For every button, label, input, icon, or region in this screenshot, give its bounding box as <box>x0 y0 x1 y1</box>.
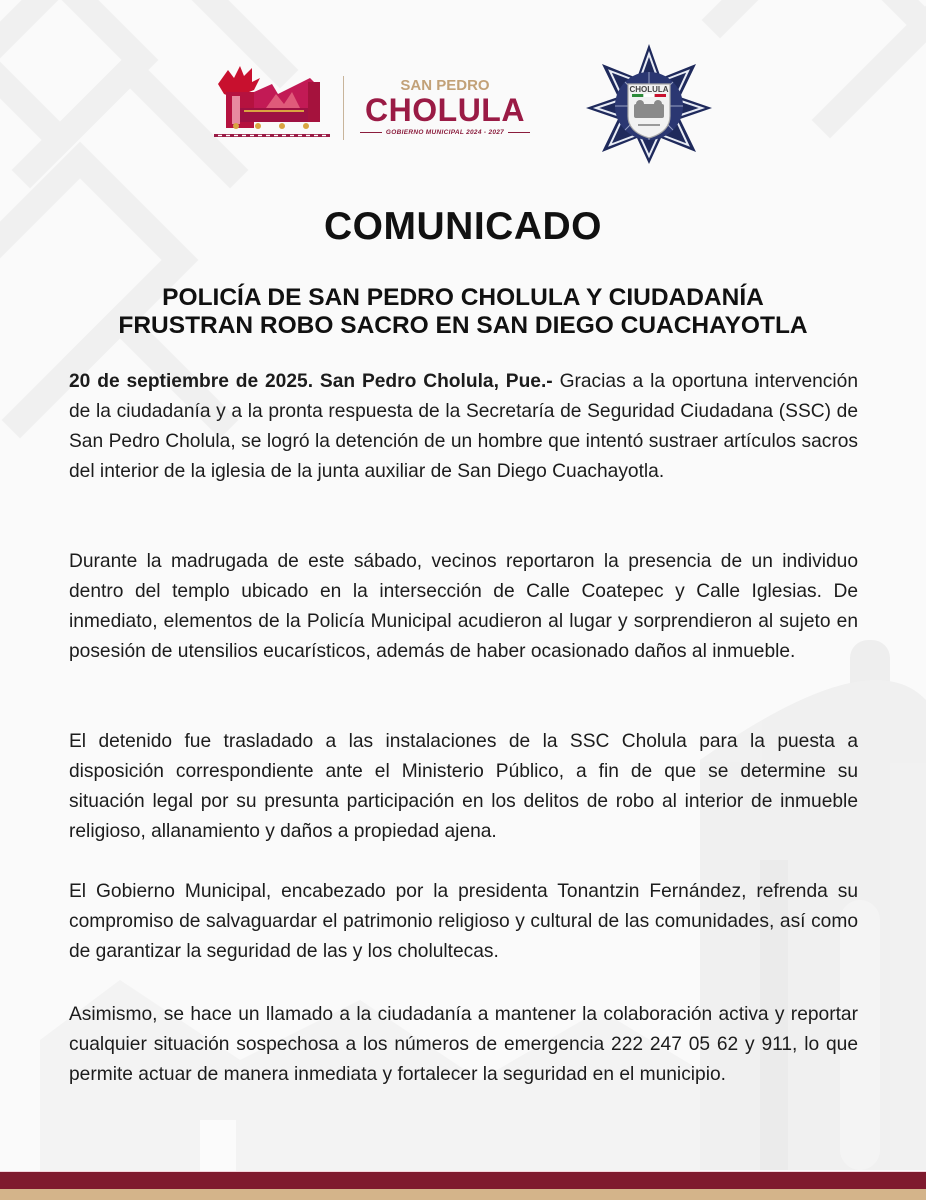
paragraph-detention: El detenido fue trasladado a las instalaciones de la SSC Cholula para la puesta a disposición correspondiente ante el Ministerio Público, a fin de que se determine su situación legal por su presunta participación en los delitos de robo al interior de inmueble religioso, allanamiento y daños a propiedad ajena. <box>69 731 858 842</box>
page-title: COMUNICADO <box>324 205 602 248</box>
paragraph-call-to-action: Asimismo, se hace un llamado a la ciudadanía a mantener la colaboración activa y reportar cualquier situación sospechosa a los números de emergencia 222 247 05 62 y 911, lo que permite actuar de manera inmediata y fortalecer la seguridad en el municipio. <box>69 1004 858 1085</box>
municipal-brand <box>360 78 530 136</box>
municipal-emblem-icon <box>214 64 330 142</box>
tagline-rule-left <box>360 132 382 133</box>
headline <box>0 284 926 340</box>
paragraph-text: Gracias a la oportuna intervención de la ciudadanía y a la pronta respuesta de la Secretaría de Seguridad Ciudadana (SSC) de San Pedro Cholula, se logró la detención de un hombre que intentó sustraer artículos sacros del interior de la iglesia de la junta auxiliar de San Diego Cuachayotla. <box>69 371 858 482</box>
logo-divider <box>343 76 344 140</box>
headline-line-2: FRUSTRAN ROBO SACRO EN SAN DIEGO CUACHAYOTLA <box>118 312 808 339</box>
brand-tagline-row <box>360 129 530 136</box>
paragraph-incident: Durante la madrugada de este sábado, vecinos reportaron la presencia de un individuo dentro del templo ubicado en la intersección de Calle Coatepec y Calle Iglesias. De inmediato, elementos de la Policía Municipal acudieron al lugar y sorprendieron al sujeto en posesión de utensilios eucarísticos, además de haber ocasionado daños al inmueble. <box>69 551 858 662</box>
dateline: 20 de septiembre de 2025. San Pedro Cholula, Pue.- <box>69 371 553 392</box>
brand-name: CHOLULA <box>365 92 525 128</box>
paragraph-dateline <box>69 367 858 487</box>
tagline-rule-right <box>508 132 530 133</box>
police-badge-icon <box>584 42 714 166</box>
footer-band-secondary <box>0 1189 926 1200</box>
brand-small-text: SAN PEDRO <box>400 77 490 94</box>
header <box>0 0 926 180</box>
paragraph-government: El Gobierno Municipal, encabezado por la presidenta Tonantzin Fernández, refrenda su compromiso de salvaguardar el patrimonio religioso y cultural de las comunidades, así como de garantizar la seguridad de las y los cholultecas. <box>69 881 858 962</box>
badge-label: CHOLULA <box>629 85 669 94</box>
brand-tagline: GOBIERNO MUNICIPAL 2024 - 2027 <box>385 129 505 136</box>
footer-band-primary <box>0 1172 926 1189</box>
headline-line-1: POLICÍA DE SAN PEDRO CHOLULA Y CIUDADANÍA <box>162 284 764 311</box>
